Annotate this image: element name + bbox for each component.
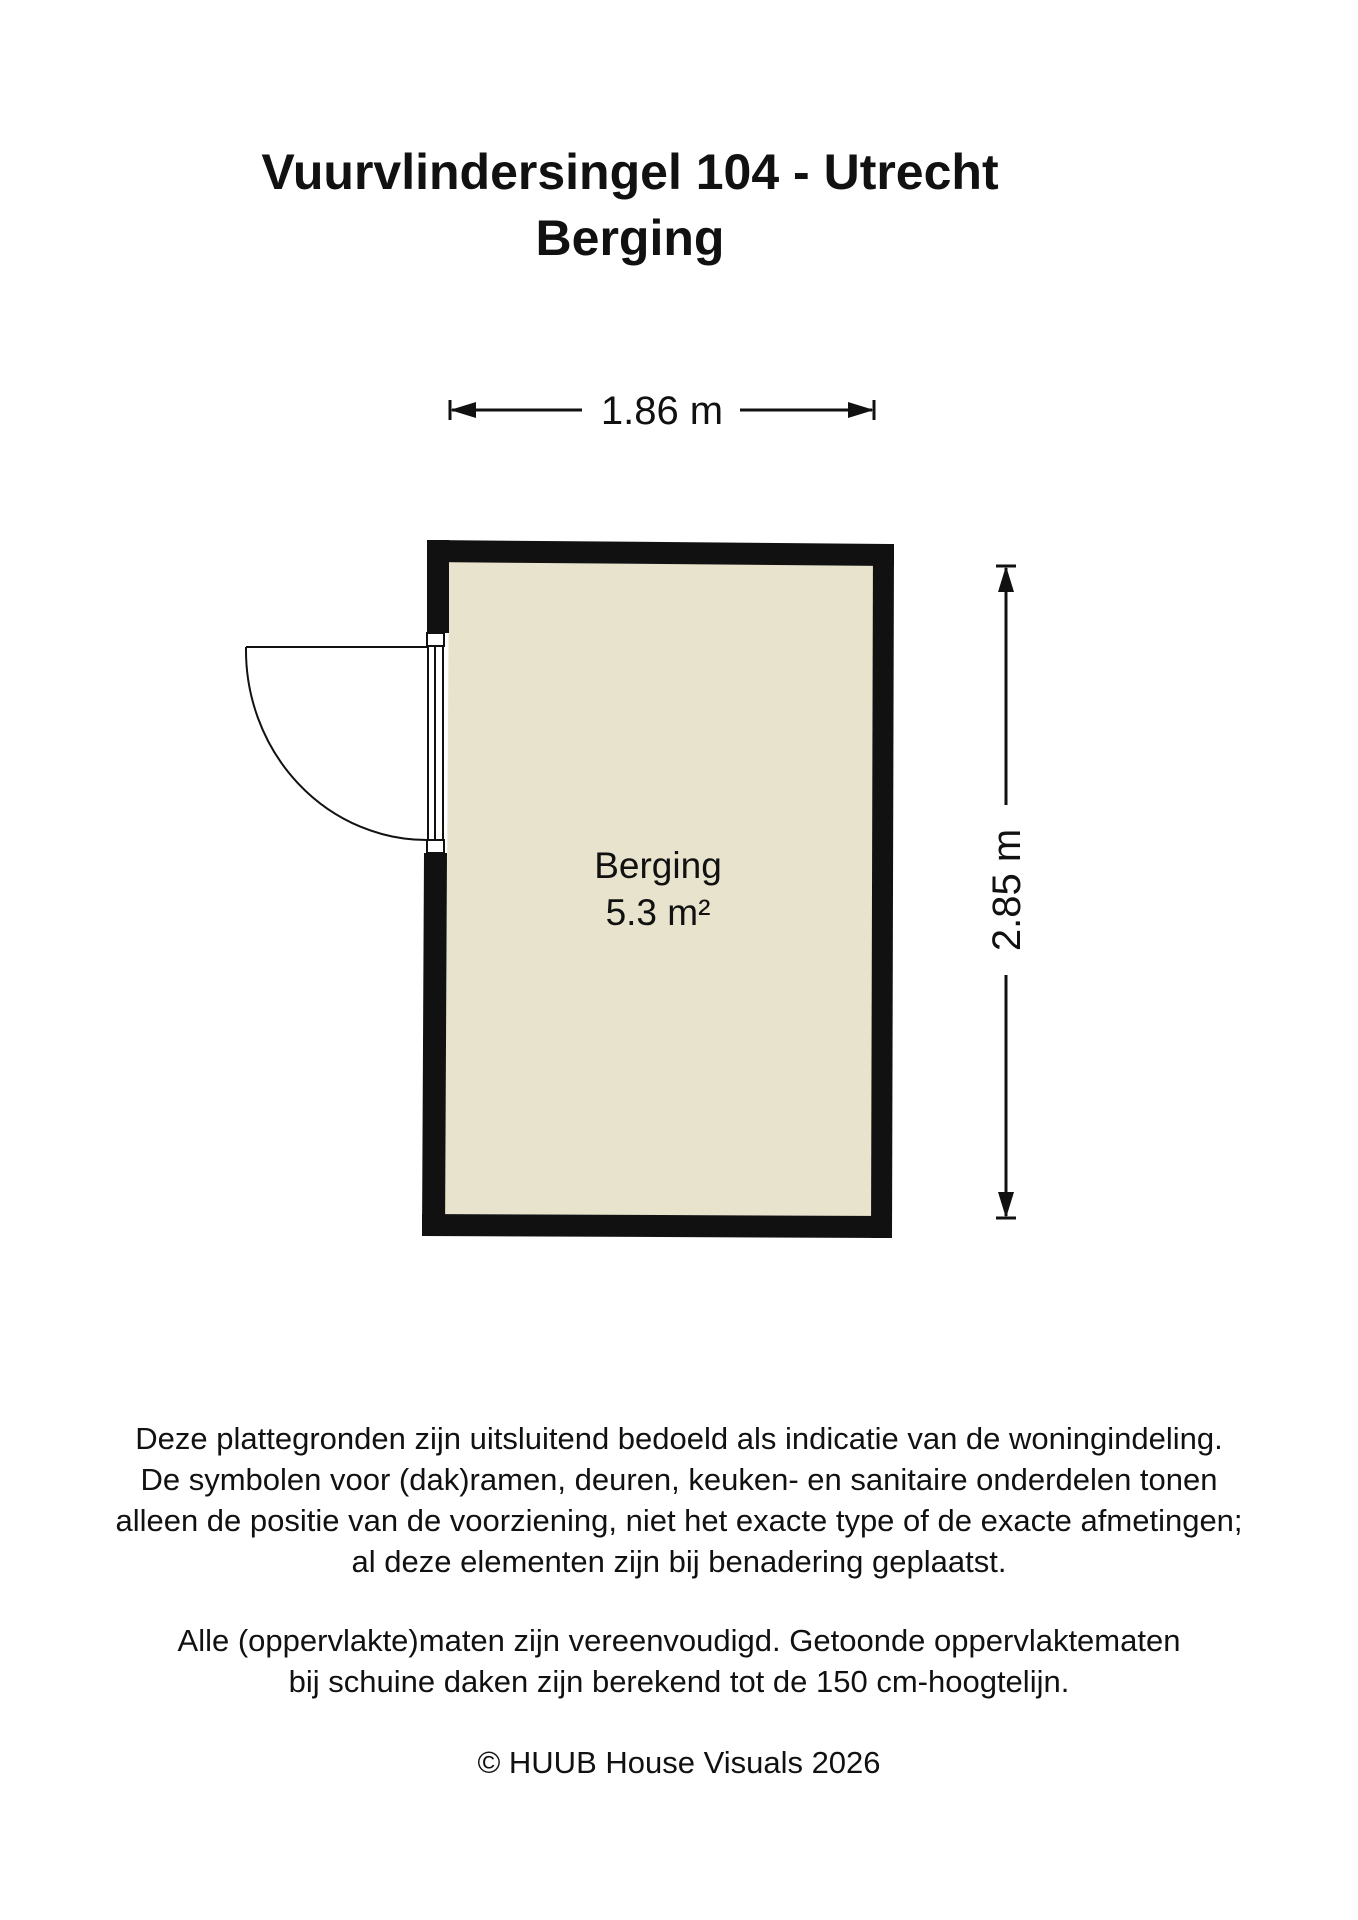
disclaimer-line: Alle (oppervlakte)maten zijn vereenvoudigd. Getoonde oppervlaktematen (177, 1623, 1181, 1658)
height-dimension-label: 2.85 m (985, 828, 1029, 952)
disclaimer-line: al deze elementen zijn bij benadering geplaatst. (351, 1544, 1007, 1579)
door-frame-bottom (427, 840, 444, 853)
disclaimer-line: bij schuine daken zijn berekend tot de 150 cm-hoogtelijn. (288, 1664, 1070, 1699)
room-area-label: 5.3 m² (605, 892, 711, 933)
disclaimer-paragraph-1 (0, 1418, 1358, 1582)
door (246, 633, 444, 853)
floor-title: Berging (535, 210, 725, 266)
disclaimer-line: Deze plattegronden zijn uitsluitend bedoeld als indicatie van de woningindeling. (135, 1421, 1223, 1456)
width-dimension-label: 1.86 m (600, 389, 724, 433)
disclaimer-paragraph-2 (0, 1620, 1358, 1702)
height-dimension (985, 566, 1029, 1218)
door-swing-arc (246, 647, 428, 840)
disclaimer-line: De symbolen voor (dak)ramen, deuren, keuken- en sanitaire onderdelen tonen (140, 1462, 1218, 1497)
wall-bottom (422, 1214, 892, 1238)
copyright-notice: © HUUB House Visuals 2026 (477, 1745, 881, 1780)
wall-left-upper (427, 540, 449, 633)
wall-top (427, 540, 894, 566)
room-name-label: Berging (594, 845, 722, 886)
width-dimension (450, 389, 874, 433)
room-floor (445, 562, 874, 1216)
disclaimer-line: alleen de positie van de voorziening, niet het exacte type of de exacte afmetingen; (115, 1503, 1243, 1538)
address-title: Vuurvlindersingel 104 - Utrecht (261, 144, 999, 200)
wall-left-lower (422, 853, 447, 1236)
wall-right (871, 544, 894, 1238)
door-frame-top (427, 633, 444, 646)
